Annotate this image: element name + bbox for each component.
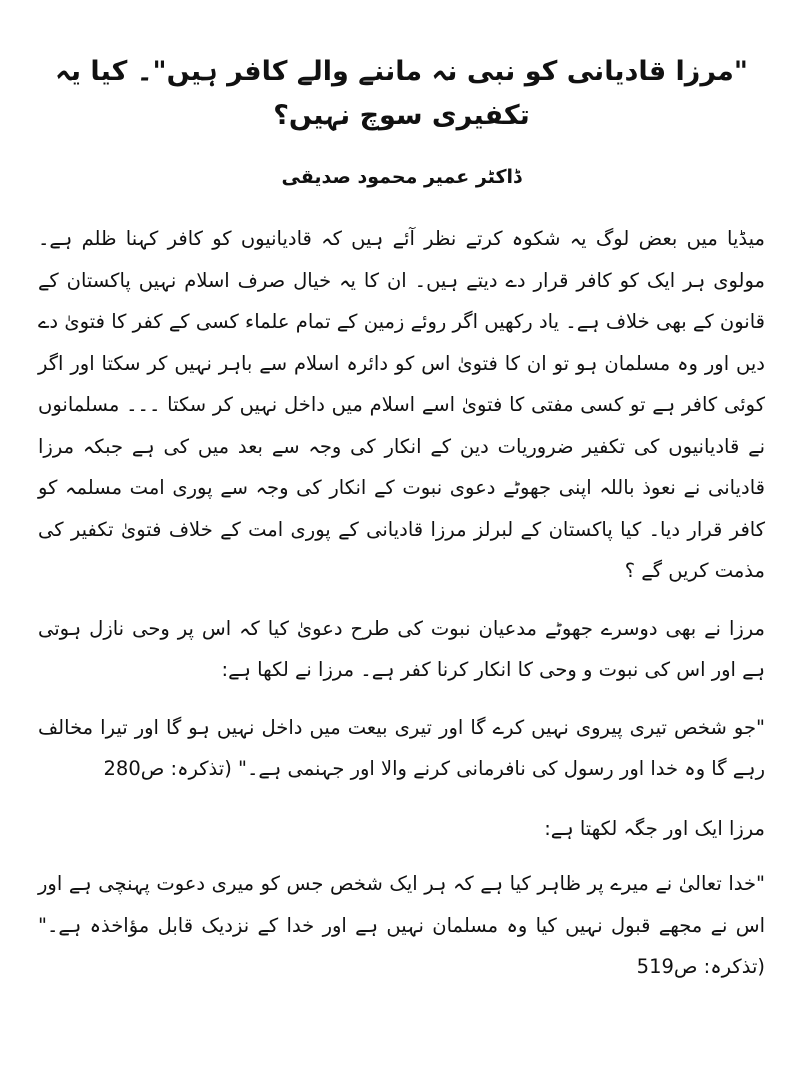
- quote-text: "خدا تعالیٰ نے میرے پر ظاہر کیا ہے کہ ہر ایک شخص جس کو میری دعوت پہنچی ہے اور اس نے مجھے قبول نہیں کیا وہ مسلمان نہیں ہے اور خدا کے نزدیک قابل مؤاخذہ ہے۔" (تذکرہ: ص: [38, 872, 765, 978]
- quote-page-number: 280: [103, 757, 141, 780]
- quote-tazkira-280: [38, 707, 765, 790]
- quote-page-number: 519: [636, 955, 674, 978]
- article-title: "مرزا قادیانی کو نبی نہ ماننے والے کافر ہیں"۔ کیا یہ تکفیری سوچ نہیں؟: [55, 56, 748, 131]
- quote-tazkira-519: [38, 863, 765, 988]
- paragraph-another-place: مرزا ایک اور جگہ لکھتا ہے:: [544, 816, 765, 840]
- paragraph-intro: میڈیا میں بعض لوگ یہ شکوہ کرتے نظر آئے ہیں کہ قادیانیوں کو کافر کہنا ظلم ہے۔ مولوی ہر ایک کو کافر قرار دے دیتے ہیں۔ ان کا یہ خیال صرف اسلام نہیں پاکستان کے قانون کے بھی خلاف ہے۔ یاد رکھیں اگر روئے زمین کے تمام علماء کسی کے کفر کا فتویٰ دے دیں اور وہ مسلمان ہو تو ان کا فتویٰ اس کو دائرہ اسلام سے باہر نہیں کر سکتا اور اگر کوئی کافر ہے تو کسی مفتی کا فتویٰ اسے اسلام میں داخل نہیں کر سکتا ۔۔۔ مسلمانوں نے قادیانیوں کی تکفیر ضروریات دین کے انکار کی وجہ سے بعد میں کی ہے جبکہ مرزا قادیانی نے نعوذ باللہ اپنی جھوٹے دعوی نبوت کے انکار کی وجہ سے پوری امت مسلمہ کو کافر قرار دیا۔ کیا پاکستان کے لبرلز مرزا قادیانی کے پوری امت کے خلاف فتویٰ تکفیر کی مذمت کریں گے ؟: [38, 227, 765, 582]
- paragraph-claim: مرزا نے بھی دوسرے جھوٹے مدعیان نبوت کی طرح دعویٰ کیا کہ اس پر وحی نازل ہوتی ہے اور اس کی نبوت و وحی کا انکار کرنا کفر ہے۔ مرزا نے لکھا ہے:: [38, 616, 765, 681]
- quote-text: "جو شخص تیری پیروی نہیں کرے گا اور تیری بیعت میں داخل نہیں ہو گا اور تیرا مخالف رہے گا وہ خدا اور رسول کی نافرمانی کرنے والا اور جہنمی ہے۔" (تذکرہ: ص: [38, 715, 765, 780]
- article-author: ڈاکٹر عمیر محمود صدیقی: [281, 166, 522, 188]
